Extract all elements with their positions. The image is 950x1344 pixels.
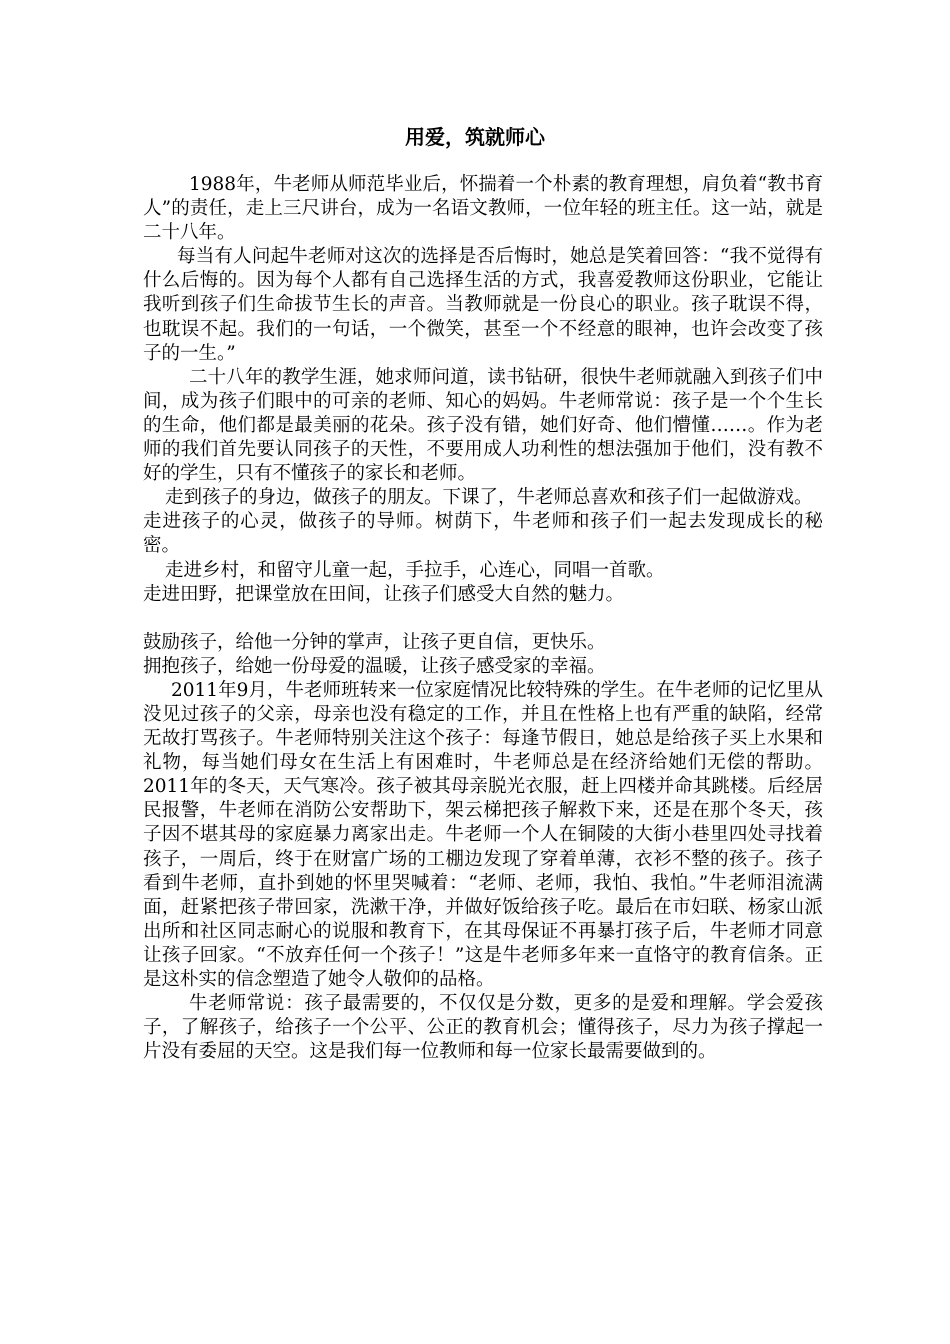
paragraph-5: 走进孩子的心灵，做孩子的导师。树荫下，牛老师和孩子们一起去发现成长的秘密。 [143, 511, 823, 557]
document-body [143, 173, 823, 1064]
paragraph-11: 牛老师常说：孩子最需要的，不仅仅是分数，更多的是爱和理解。学会爱孩子，了解孩子，给孩子一个公平、公正的教育机会；懂得孩子，尽力为孩子撑起一片没有委屈的天空。这是我们每一位教师和每一位家长最需要做到的。 [143, 993, 823, 1063]
paragraph-7: 走进田野，把课堂放在田间，让孩子们感受大自然的魅力。 [143, 583, 625, 605]
blank-line [143, 607, 823, 631]
paragraph-6: 走进乡村，和留守儿童一起，手拉手，心连心，同唱一首歌。 [165, 559, 665, 581]
paragraph-3: 二十八年的教学生涯，她求师问道，读书钻研，很快牛老师就融入到孩子们中间，成为孩子们眼中的可亲的老师、知心的妈妈。牛老师常说：孩子是一个个生长的生命，他们都是最美丽的花朵。孩子没有错，她们好奇、他们懵懂……。作为老师的我们首先要认同孩子的天性，不要用成人功利性的想法强加于他们，没有教不好的学生，只有不懂孩子的家长和老师。 [143, 366, 823, 485]
paragraph-8: 鼓励孩子，给他一分钟的掌声，让孩子更自信，更快乐。 [143, 631, 606, 653]
paragraph-10: 2011年9月，牛老师班转来一位家庭情况比较特殊的学生。在牛老师的记忆里从没见过孩子的父亲，母亲也没有稳定的工作，并且在性格上也有严重的缺陷，经常无故打骂孩子。牛老师特别关注这个孩子：每逢节假日，她总是给孩子买上水果和礼物，每当她们母女在生活上有困难时，牛老师总是在经济给她们无偿的帮助。2011年的冬天，天气寒冷。孩子被其母亲脱光衣服，赶上四楼并命其跳楼。后经居民报警，牛老师在消防公安帮助下，架云梯把孩子解救下来，还是在那个冬天，孩子因不堪其母的家庭暴力离家出走。牛老师一个人在铜陵的大街小巷里四处寻找着孩子，一周后，终于在财富广场的工棚边发现了穿着单薄，衣衫不整的孩子。孩子看到牛老师，直扑到她的怀里哭喊着：“老师、老师，我怕、我怕。”牛老师泪流满面，赶紧把孩子带回家，洗漱干净，并做好饭给孩子吃。最后在市妇联、杨家山派出所和社区同志耐心的说服和教育下，在其母保证不再暴打孩子后，牛老师才同意让孩子回家。“不放弃任何一个孩子！”这是牛老师多年来一直恪守的教育信条。正是这朴实的信念塑造了她令人敬仰的品格。 [143, 679, 823, 990]
paragraph-2: 每当有人问起牛老师对这次的选择是否后悔时，她总是笑着回答：“我不觉得有什么后悔的。因为每个人都有自己选择生活的方式，我喜爱教师这份职业，它能让我听到孩子们生命拔节生长的声音。当教师就是一份良心的职业。孩子耽误不得，也耽误不起。我们的一句话，一个微笑，甚至一个不经意的眼神，也许会改变了孩子的一生。” [143, 246, 823, 364]
paragraph-4: 走到孩子的身边，做孩子的朋友。下课了，牛老师总喜欢和孩子们一起做游戏。 [165, 487, 813, 509]
paragraph-1: 1988年，牛老师从师范毕业后，怀揣着一个朴素的教育理想，肩负着“教书育人”的责任，走上三尺讲台，成为一名语文教师，一位年轻的班主任。这一站，就是二十八年。 [143, 174, 823, 244]
paragraph-9: 拥抱孩子，给她一份母爱的温暖，让孩子感受家的幸福。 [143, 655, 606, 677]
document-title: 用爱，筑就师心 [405, 125, 545, 149]
